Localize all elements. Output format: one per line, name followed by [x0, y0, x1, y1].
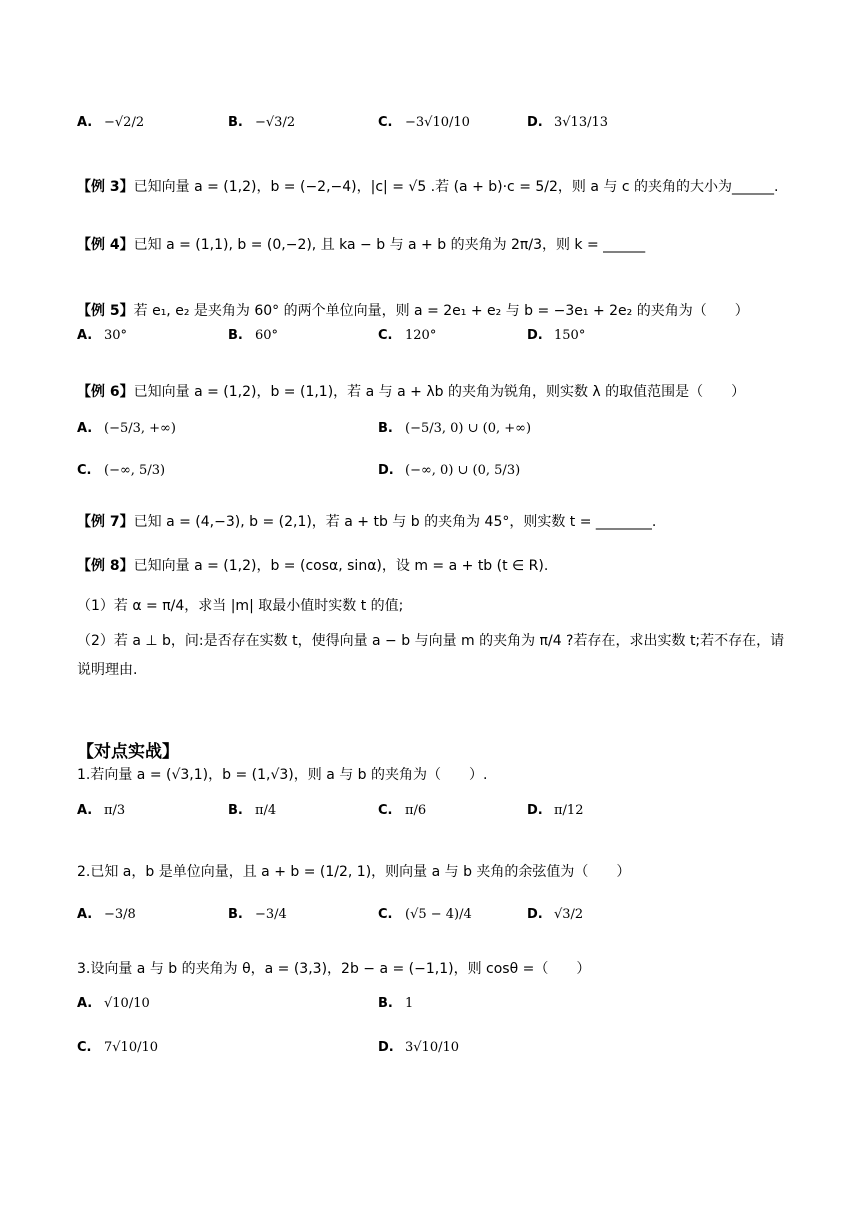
option-label: B. [228, 907, 243, 922]
option-label: D. [527, 328, 543, 343]
option-label: B. [228, 803, 243, 818]
example-text: 已知向量 a = (1,2)，b = (−2,−4)，|c| = √5 .若 (a + b)·c = 5/2，则 a 与 c 的夹角的大小为______. [133, 179, 779, 195]
practice-q3: 3.设向量 a 与 b 的夹角为 θ，a = (3,3)，2b − a = (−1,1)，则 cosθ =（ ） [77, 961, 591, 977]
example-8-part-1: （1）若 α = π/4，求当 |m| 取最小值时实数 t 的值; [77, 598, 404, 614]
option-value: √3/2 [554, 907, 584, 922]
option-label: A. [77, 803, 93, 818]
option-label: C. [378, 907, 393, 922]
example-text: 已知 a = (1,1), b = (0,−2), 且 ka − b 与 a + b 的夹角为 2π/3，则 k = ______ [133, 237, 646, 253]
example-text: 已知向量 a = (1,2)，b = (cosα, sinα)，设 m = a + tb (t ∈ R). [133, 558, 549, 574]
example-tag: 【例 5】 [77, 303, 134, 319]
example-8-part-2-cont: 说明理由. [77, 662, 138, 678]
option-label: D. [378, 1040, 394, 1055]
option-label: B. [228, 115, 243, 130]
example-3 [77, 177, 778, 197]
example-4 [77, 235, 645, 255]
example-text: 已知 a = (4,−3), b = (2,1)，若 a + tb 与 b 的夹角为 45°，则实数 t = ________. [133, 514, 657, 530]
example-tag: 【例 6】 [77, 384, 134, 400]
practice-heading: 【对点实战】 [77, 742, 179, 762]
option-value: (−5/3, 0) ∪ (0, +∞) [405, 421, 532, 436]
option-label: B. [228, 328, 243, 343]
option-label: C. [378, 803, 393, 818]
option-value: 150° [554, 328, 586, 343]
option-value: (−∞, 0) ∪ (0, 5/3) [405, 463, 521, 478]
option-value: π/6 [405, 803, 427, 818]
option-label: C. [378, 115, 393, 130]
practice-q1: 1.若向量 a = (√3,1)，b = (1,√3)，则 a 与 b 的夹角为（ ）. [77, 767, 488, 783]
option-label: D. [378, 463, 394, 478]
option-value: −√2/2 [104, 115, 145, 130]
example-tag: 【例 8】 [77, 558, 134, 574]
option-value: π/4 [255, 803, 277, 818]
option-label: A. [77, 996, 93, 1011]
option-label: A. [77, 907, 93, 922]
option-value: −√3/2 [255, 115, 296, 130]
option-label: C. [378, 328, 393, 343]
option-value: 7√10/10 [104, 1040, 159, 1055]
option-value: π/3 [104, 803, 126, 818]
option-value: (−∞, 5/3) [104, 463, 166, 478]
example-tag: 【例 4】 [77, 237, 134, 253]
example-8 [77, 556, 548, 576]
example-7 [77, 512, 656, 532]
option-label: D. [527, 907, 543, 922]
option-label: A. [77, 421, 93, 436]
option-value: −3/4 [255, 907, 287, 922]
practice-q2: 2.已知 a，b 是单位向量，且 a + b = (1/2, 1)，则向量 a 与 b 夹角的余弦值为（ ） [77, 864, 631, 880]
option-value: 60° [255, 328, 279, 343]
option-value: 1 [405, 996, 414, 1011]
example-5 [77, 301, 749, 321]
option-label: D. [527, 115, 543, 130]
option-label: B. [378, 996, 393, 1011]
option-value: 120° [405, 328, 437, 343]
option-value: (√5 − 4)/4 [405, 907, 472, 922]
example-tag: 【例 7】 [77, 514, 134, 530]
option-value: (−5/3, +∞) [104, 421, 176, 436]
example-text: 已知向量 a = (1,2)，b = (1,1)，若 a 与 a + λb 的夹角为锐角，则实数 λ 的取值范围是（ ） [133, 384, 746, 400]
example-6 [77, 382, 745, 402]
option-value: 3√13/13 [554, 115, 609, 130]
example-text: 若 e₁, e₂ 是夹角为 60° 的两个单位向量，则 a = 2e₁ + e₂ 与 b = −3e₁ + 2e₂ 的夹角为（ ） [133, 303, 749, 319]
option-label: D. [527, 803, 543, 818]
option-value: 30° [104, 328, 128, 343]
example-8-part-2: （2）若 a ⊥ b，问:是否存在实数 t，使得向量 a − b 与向量 m 的夹角为 π/4 ?若存在，求出实数 t;若不存在，请 [77, 633, 785, 649]
option-value: √10/10 [104, 996, 150, 1011]
option-label: C. [77, 1040, 92, 1055]
option-value: 3√10/10 [405, 1040, 460, 1055]
option-label: A. [77, 328, 93, 343]
option-value: π/12 [554, 803, 584, 818]
example-tag: 【例 3】 [77, 179, 134, 195]
option-value: −3√10/10 [405, 115, 470, 130]
option-label: A. [77, 115, 93, 130]
option-label: C. [77, 463, 92, 478]
option-value: −3/8 [104, 907, 136, 922]
option-label: B. [378, 421, 393, 436]
